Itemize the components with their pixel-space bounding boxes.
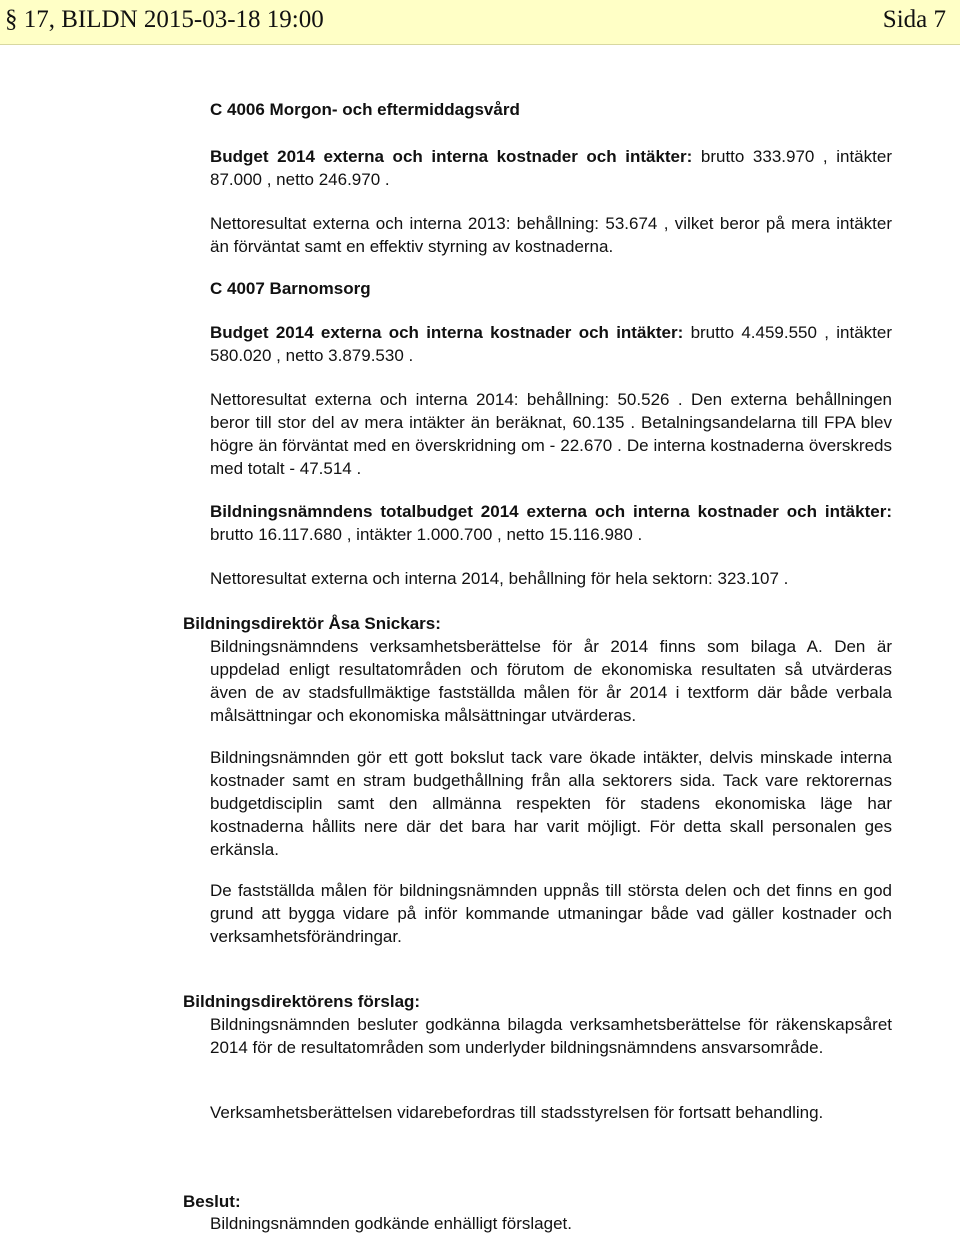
total-budget: [210, 500, 892, 546]
total-result: Nettoresultat externa och interna 2014, behållning för hela sektorn: 323.107 .: [210, 569, 789, 588]
c4006-result: Nettoresultat externa och interna 2013: behållning: 53.674 , vilket beror på mera intäkter än förväntat samt en effektiv styrning av kostnaderna.: [210, 214, 892, 256]
director-paragraph-3: De fastställda målen för bildningsnämnden uppnås till största delen och det finns en god grund att bygga vidare på inför kommande utmaningar både vad gäller kostnader och verksamhetsförändringar.: [210, 881, 892, 946]
proposal-heading: Bildningsdirektörens förslag:: [183, 992, 421, 1011]
proposal-paragraph-2: Verksamhetsberättelsen vidarebefordras till stadsstyrelsen för fortsatt behandling.: [210, 1103, 824, 1122]
total-budget-values: brutto 16.117.680 , intäkter 1.000.700 , netto 15.116.980 .: [210, 525, 643, 544]
director-heading: Bildningsdirektör Åsa Snickars:: [183, 614, 441, 633]
director-paragraph-2: Bildningsnämnden gör ett gott bokslut tack vare ökade intäkter, delvis minskade interna kostnader samt en stram budgethållning från alla sektorers sida. Tack vare rektorernas budgetdisciplin samt den allmänna respekten för stadens ekonomiska läge har kostnaderna hållits nere där det bara har varit möjligt. För detta skall personalen ges erkänsla.: [210, 748, 892, 859]
total-budget-label: Bildningsnämndens totalbudget 2014 externa och interna kostnader och intäkter:: [210, 502, 892, 521]
proposal-paragraph-1: Bildningsnämnden besluter godkänna bilagda verksamhetsberättelse för räkenskapsåret 2014 för de resultatområden som underlyder bildningsnämndens ansvarsområde.: [210, 1015, 892, 1057]
decision-text: Bildningsnämnden godkände enhälligt förslaget.: [210, 1214, 572, 1233]
c4007-title: C 4007 Barnomsorg: [210, 279, 371, 298]
page-header: [0, 0, 960, 45]
decision-heading: Beslut:: [183, 1192, 241, 1211]
director-paragraph-1: Bildningsnämndens verksamhetsberättelse för år 2014 finns som bilaga A. Den är uppdelad enligt resultatområden och förutom de ekonomiska resultaten så utvärderas även de av stadsfullmäktige fastställda målen för år 2014 i textform där både verbala målsättningar och ekonomiska målsättningar utvärderas.: [210, 637, 892, 725]
c4007-budget-label: Budget 2014 externa och interna kostnader och intäkter:: [210, 323, 684, 342]
c4006-budget: [210, 145, 892, 191]
c4006-budget-values: brutto 333.970 , intäkter 87.000 , netto 246.970 .: [210, 147, 892, 189]
c4006-budget-label: Budget 2014 externa och interna kostnader och intäkter:: [210, 147, 693, 166]
c4007-budget-values: brutto 4.459.550 , intäkter 580.020 , netto 3.879.530 .: [210, 323, 892, 365]
header-section-date: § 17, BILDN 2015-03-18 19:00: [5, 6, 324, 33]
c4007-budget: [210, 321, 892, 367]
c4006-title: C 4006 Morgon- och eftermiddagsvård: [210, 100, 520, 119]
c4007-result: Nettoresultat externa och interna 2014: behållning: 50.526 . Den externa behållningen beror till stor del av mera intäkter än beräknat, 60.135 . Betalningsandelarna till FPA blev högre än förväntat med en överskridning om - 22.670 . De interna kostnaderna överskreds med totalt - 47.514 .: [210, 390, 892, 478]
header-page-number: Sida 7: [882, 6, 946, 33]
